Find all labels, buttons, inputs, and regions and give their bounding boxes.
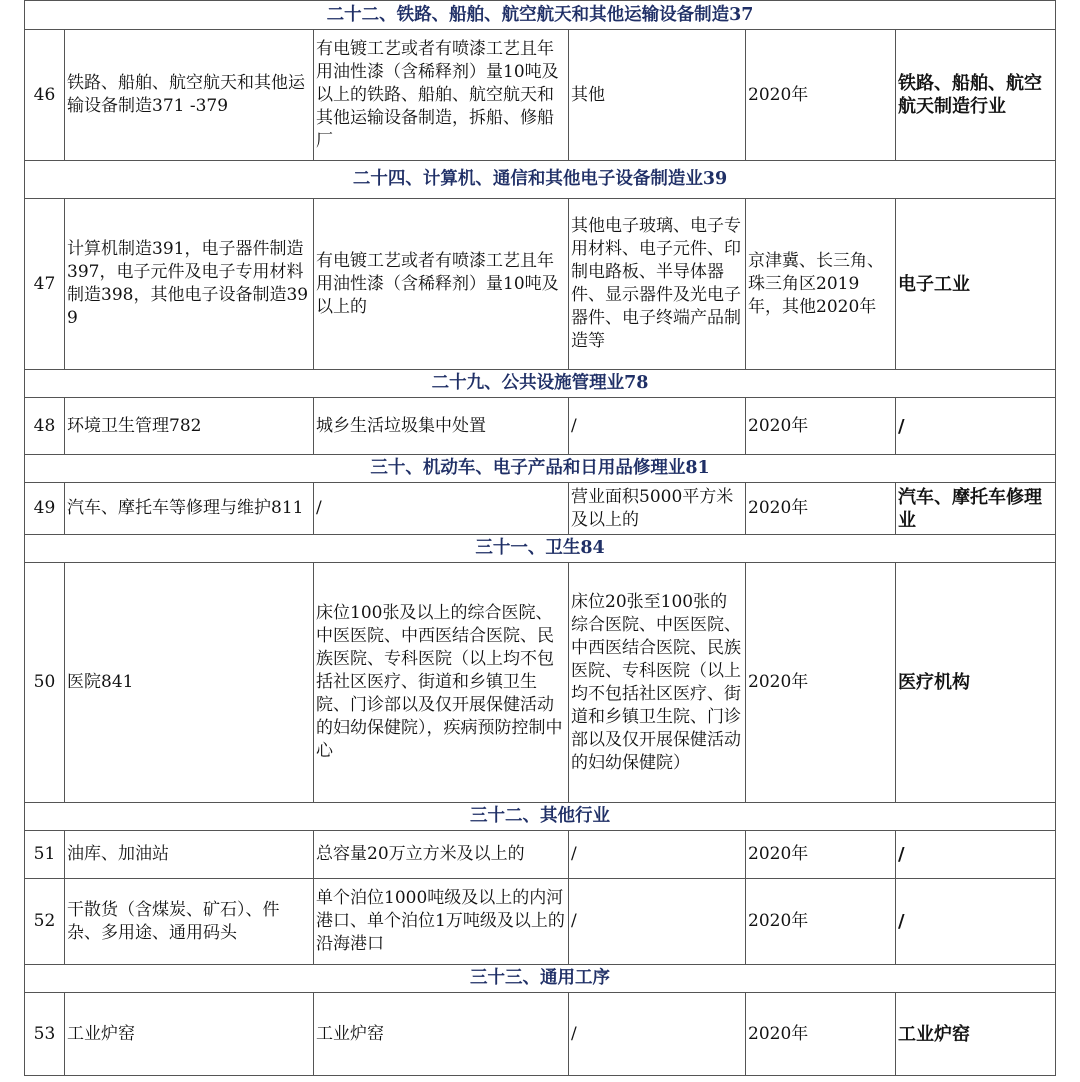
section-title: 二十二、铁路、船舶、航空航天和其他运输设备制造37 [25, 1, 1056, 30]
deadline-cell: 2020年 [746, 563, 896, 803]
key-management-cell: 总容量20万立方米及以上的 [314, 831, 569, 879]
section-title: 三十一、卫生84 [25, 535, 1056, 563]
standard-cell: 医疗机构 [896, 563, 1056, 803]
section-title: 二十四、计算机、通信和其他电子设备制造业39 [25, 161, 1056, 199]
row-number: 51 [25, 831, 65, 879]
simplified-management-cell: / [569, 993, 746, 1076]
standard-cell: / [896, 831, 1056, 879]
deadline-cell: 2020年 [746, 879, 896, 965]
deadline-cell: 2020年 [746, 831, 896, 879]
section-header-row [25, 535, 1056, 563]
industry-cell: 铁路、船舶、航空航天和其他运输设备制造371 -379 [65, 30, 314, 161]
deadline-cell: 2020年 [746, 398, 896, 455]
deadline-cell: 2020年 [746, 483, 896, 535]
section-header-row [25, 370, 1056, 398]
table-row [25, 879, 1056, 965]
industry-cell: 汽车、摩托车等修理与维护811 [65, 483, 314, 535]
table-row [25, 993, 1056, 1076]
key-management-cell: 有电镀工艺或者有喷漆工艺且年用油性漆（含稀释剂）量10吨及以上的铁路、船舶、航空航天和其他运输设备制造，拆船、修船厂 [314, 30, 569, 161]
row-number: 47 [25, 199, 65, 370]
row-number: 46 [25, 30, 65, 161]
simplified-management-cell: 其他电子玻璃、电子专用材料、电子元件、印制电路板、半导体器件、显示器件及光电子器件、电子终端产品制造等 [569, 199, 746, 370]
section-title: 三十二、其他行业 [25, 803, 1056, 831]
permit-table [24, 0, 1056, 1076]
standard-cell: 铁路、船舶、航空航天制造行业 [896, 30, 1056, 161]
standard-cell: 工业炉窑 [896, 993, 1056, 1076]
section-header-row [25, 161, 1056, 199]
simplified-management-cell: 床位20张至100张的综合医院、中医医院、中西医结合医院、民族医院、专科医院（以上均不包括社区医疗、街道和乡镇卫生院、门诊部以及仅开展保健活动的妇幼保健院） [569, 563, 746, 803]
simplified-management-cell: 营业面积5000平方米及以上的 [569, 483, 746, 535]
key-management-cell: 单个泊位1000吨级及以上的内河港口、单个泊位1万吨级及以上的沿海港口 [314, 879, 569, 965]
section-title: 三十、机动车、电子产品和日用品修理业81 [25, 455, 1056, 483]
key-management-cell: 床位100张及以上的综合医院、中医医院、中西医结合医院、民族医院、专科医院（以上均不包括社区医疗、街道和乡镇卫生院、门诊部以及仅开展保健活动的妇幼保健院），疾病预防控制中心 [314, 563, 569, 803]
standard-cell: 电子工业 [896, 199, 1056, 370]
row-number: 53 [25, 993, 65, 1076]
section-title: 二十九、公共设施管理业78 [25, 370, 1056, 398]
standard-cell: / [896, 879, 1056, 965]
simplified-management-cell: / [569, 879, 746, 965]
simplified-management-cell: / [569, 831, 746, 879]
row-number: 50 [25, 563, 65, 803]
key-management-cell: 有电镀工艺或者有喷漆工艺且年用油性漆（含稀释剂）量10吨及以上的 [314, 199, 569, 370]
table-row [25, 831, 1056, 879]
industry-cell: 环境卫生管理782 [65, 398, 314, 455]
table-row [25, 483, 1056, 535]
key-management-cell: 城乡生活垃圾集中处置 [314, 398, 569, 455]
table-row [25, 563, 1056, 803]
row-number: 52 [25, 879, 65, 965]
key-management-cell: 工业炉窑 [314, 993, 569, 1076]
table-row [25, 199, 1056, 370]
simplified-management-cell: 其他 [569, 30, 746, 161]
industry-cell: 干散货（含煤炭、矿石）、件杂、多用途、通用码头 [65, 879, 314, 965]
section-header-row [25, 1, 1056, 30]
standard-cell: 汽车、摩托车修理业 [896, 483, 1056, 535]
deadline-cell: 京津冀、长三角、珠三角区2019年，其他2020年 [746, 199, 896, 370]
key-management-cell: / [314, 483, 569, 535]
row-number: 48 [25, 398, 65, 455]
row-number: 49 [25, 483, 65, 535]
deadline-cell: 2020年 [746, 993, 896, 1076]
section-header-row [25, 803, 1056, 831]
standard-cell: / [896, 398, 1056, 455]
section-header-row [25, 965, 1056, 993]
deadline-cell: 2020年 [746, 30, 896, 161]
industry-cell: 油库、加油站 [65, 831, 314, 879]
industry-cell: 工业炉窑 [65, 993, 314, 1076]
industry-cell: 计算机制造391，电子器件制造397，电子元件及电子专用材料制造398，其他电子设备制造399 [65, 199, 314, 370]
simplified-management-cell: / [569, 398, 746, 455]
industry-cell: 医院841 [65, 563, 314, 803]
section-title: 三十三、通用工序 [25, 965, 1056, 993]
table-row [25, 30, 1056, 161]
table-row [25, 398, 1056, 455]
section-header-row [25, 455, 1056, 483]
